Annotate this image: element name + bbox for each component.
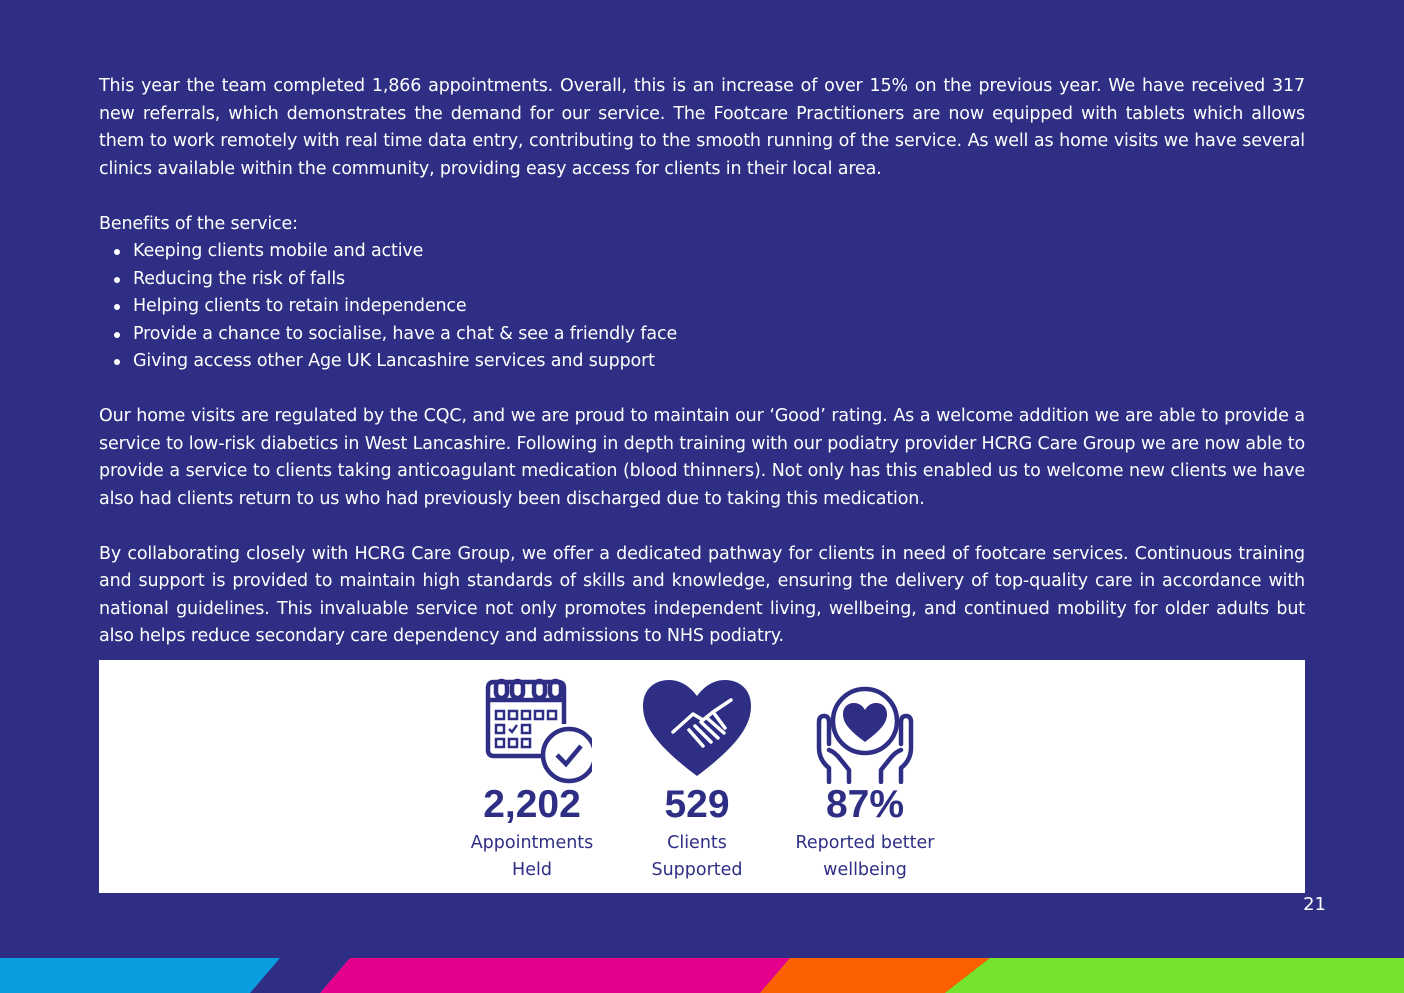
stat-appointments	[462, 660, 602, 880]
stat-label: Clients Supported	[651, 833, 743, 880]
stats-panel	[99, 660, 1305, 893]
footer-color-band	[0, 958, 1404, 993]
heart-handshake-icon	[637, 660, 757, 784]
stat-label: Reported better wellbeing	[795, 833, 935, 880]
benefit-item: Provide a chance to socialise, have a chat & see a friendly face	[133, 321, 1305, 349]
spacer	[99, 183, 1305, 211]
hands-holding-heart-icon	[805, 660, 925, 784]
stat-label: Appointments Held	[470, 833, 594, 880]
collaboration-paragraph: By collaborating closely with HCRG Care Group, we offer a dedicated pathway for clients in need of footcare services. Continuous training and support is provided to maintain high standards of skills and knowledge, ensuring the delivery of top-quality care in accordance with national guidelines. This invaluable service not only promotes independent living, wellbeing, and continued mobility for older adults but also helps reduce secondary care dependency and admissions to NHS podiatry.	[99, 543, 1305, 646]
stat-clients	[637, 660, 757, 880]
stat-value: 2,202	[483, 783, 581, 826]
intro-paragraph: This year the team completed 1,866 appointments. Overall, this is an increase of over 15% on the previous year. We have received 317 new referrals, which demonstrates the demand for our service. The Footcare Practitioners are now equipped with tablets which allows them to work remotely with real time data entry, contributing to the smooth running of the service. As well as home visits we have several clinics available within the community, providing easy access for clients in their local area.	[99, 76, 1305, 179]
calendar-check-icon	[472, 660, 592, 784]
benefits-heading: Benefits of the service:	[99, 213, 298, 234]
main-content	[99, 73, 1305, 651]
stat-value: 87%	[825, 783, 905, 826]
stat-wellbeing	[795, 660, 935, 880]
page-number: 21	[1303, 894, 1326, 915]
band-pink	[320, 958, 790, 993]
spacer	[99, 376, 1305, 404]
band-green	[945, 958, 1404, 993]
benefit-item: Helping clients to retain independence	[133, 293, 1305, 321]
stat-value: 529	[664, 783, 730, 826]
benefit-item: Keeping clients mobile and active	[133, 238, 1305, 266]
benefit-item: Giving access other Age UK Lancashire services and support	[133, 348, 1305, 376]
benefit-item: Reducing the risk of falls	[133, 266, 1305, 294]
benefits-list	[99, 238, 1305, 376]
regulation-paragraph: Our home visits are regulated by the CQC, and we are proud to maintain our ‘Good’ rating. As a welcome addition we are able to provide a service to low-risk diabetics in West Lancashire. Following in depth training with our podiatry provider HCRG Care Group we are now able to provide a service to clients taking anticoagulant medication (blood thinners). Not only has this enabled us to welcome new clients we have also had clients return to us who had previously been discharged due to taking this medication.	[99, 406, 1305, 509]
spacer	[99, 513, 1305, 541]
